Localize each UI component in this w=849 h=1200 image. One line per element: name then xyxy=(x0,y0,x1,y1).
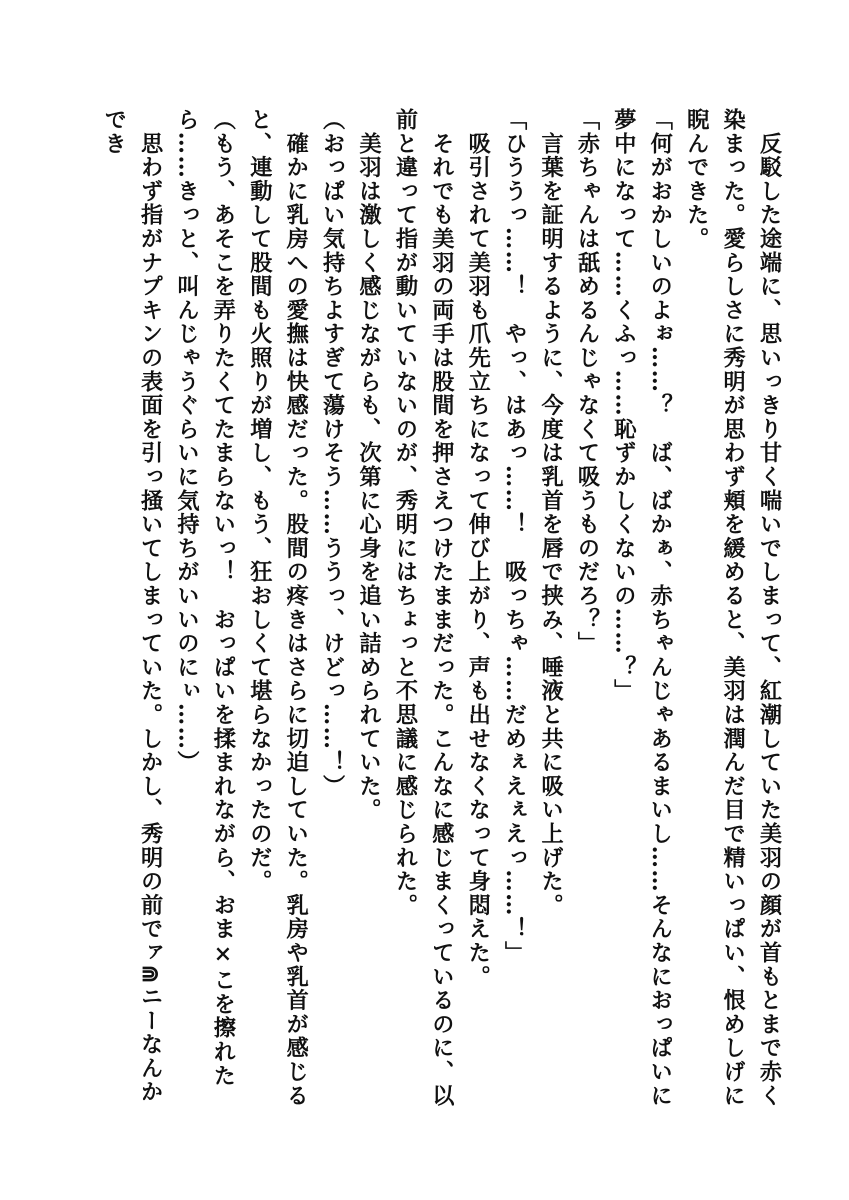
paragraph-9: （おっぱい気持ちよすぎて蕩けそう……ううっ、けどっ……！） xyxy=(319,108,346,799)
paragraph-8: 美羽は激しく感じながらも、次第に心身を追い詰められていた。 xyxy=(355,108,382,822)
paragraph-11: （もう、あそこを弄りたくてたまらないっ！ おっぱいを揉まれながら、おま×こを擦れたら……きっと、叫んじゃうぐらいに気持ちがいいのにぃ……） xyxy=(173,108,236,1088)
paragraph-6: 吸引されて美羽も爪先立ちになって伸び上がり、声も出せなくなって身悶えた。 xyxy=(464,108,491,989)
paragraph-12: 思わず指がナプキンの表面を引っ掻いてしまっていた。しかし、秀明の前でァ⋒ニーなんかでき xyxy=(100,108,164,1104)
paragraph-10: 確かに乳房への愛撫は快感だった。股間の疼きはさらに切迫していた。乳房や乳首が感じると、連動して股間も火照りが増し、もう、狂おしくて堪らなかったのだ。 xyxy=(246,108,309,1108)
paragraph-1: 反駁した途端に、思いっきり甘く喘いでしまって、紅潮していた美羽の顔が首もとまで赤く染まった。愛らしさに秀明が思わず頬を緩めると、美羽は潤んだ目で精いっぱい、恨めしげに睨んできた。 xyxy=(683,108,782,1108)
paragraph-5: 「ひううっ……！ やっ、はあっ……！ 吸っちゃ……だめぇえぇえっ……！」 xyxy=(501,108,528,965)
paragraph-2: 「何がおかしいのよぉ……？ ば、ばかぁ、赤ちゃんじゃあるまいし……そんなにおっぱいに夢中になって……くふっ……恥ずかしくないの……？」 xyxy=(610,108,673,1108)
paragraph-7: それでも美羽の両手は股間を押さえつけたままだった。こんなに感じまくっているのに、以前と違って指が動いていないのが、秀明にはちょっと不思議に感じられた。 xyxy=(391,108,455,1108)
paragraph-3: 「赤ちゃんは舐めるんじゃなくて吸うものだろ？」 xyxy=(573,108,600,656)
paragraph-4: 言葉を証明するように、今度は乳首を唇で挟み、唾液と共に吸い上げた。 xyxy=(537,108,564,918)
vertical-text-body xyxy=(47,108,787,1118)
